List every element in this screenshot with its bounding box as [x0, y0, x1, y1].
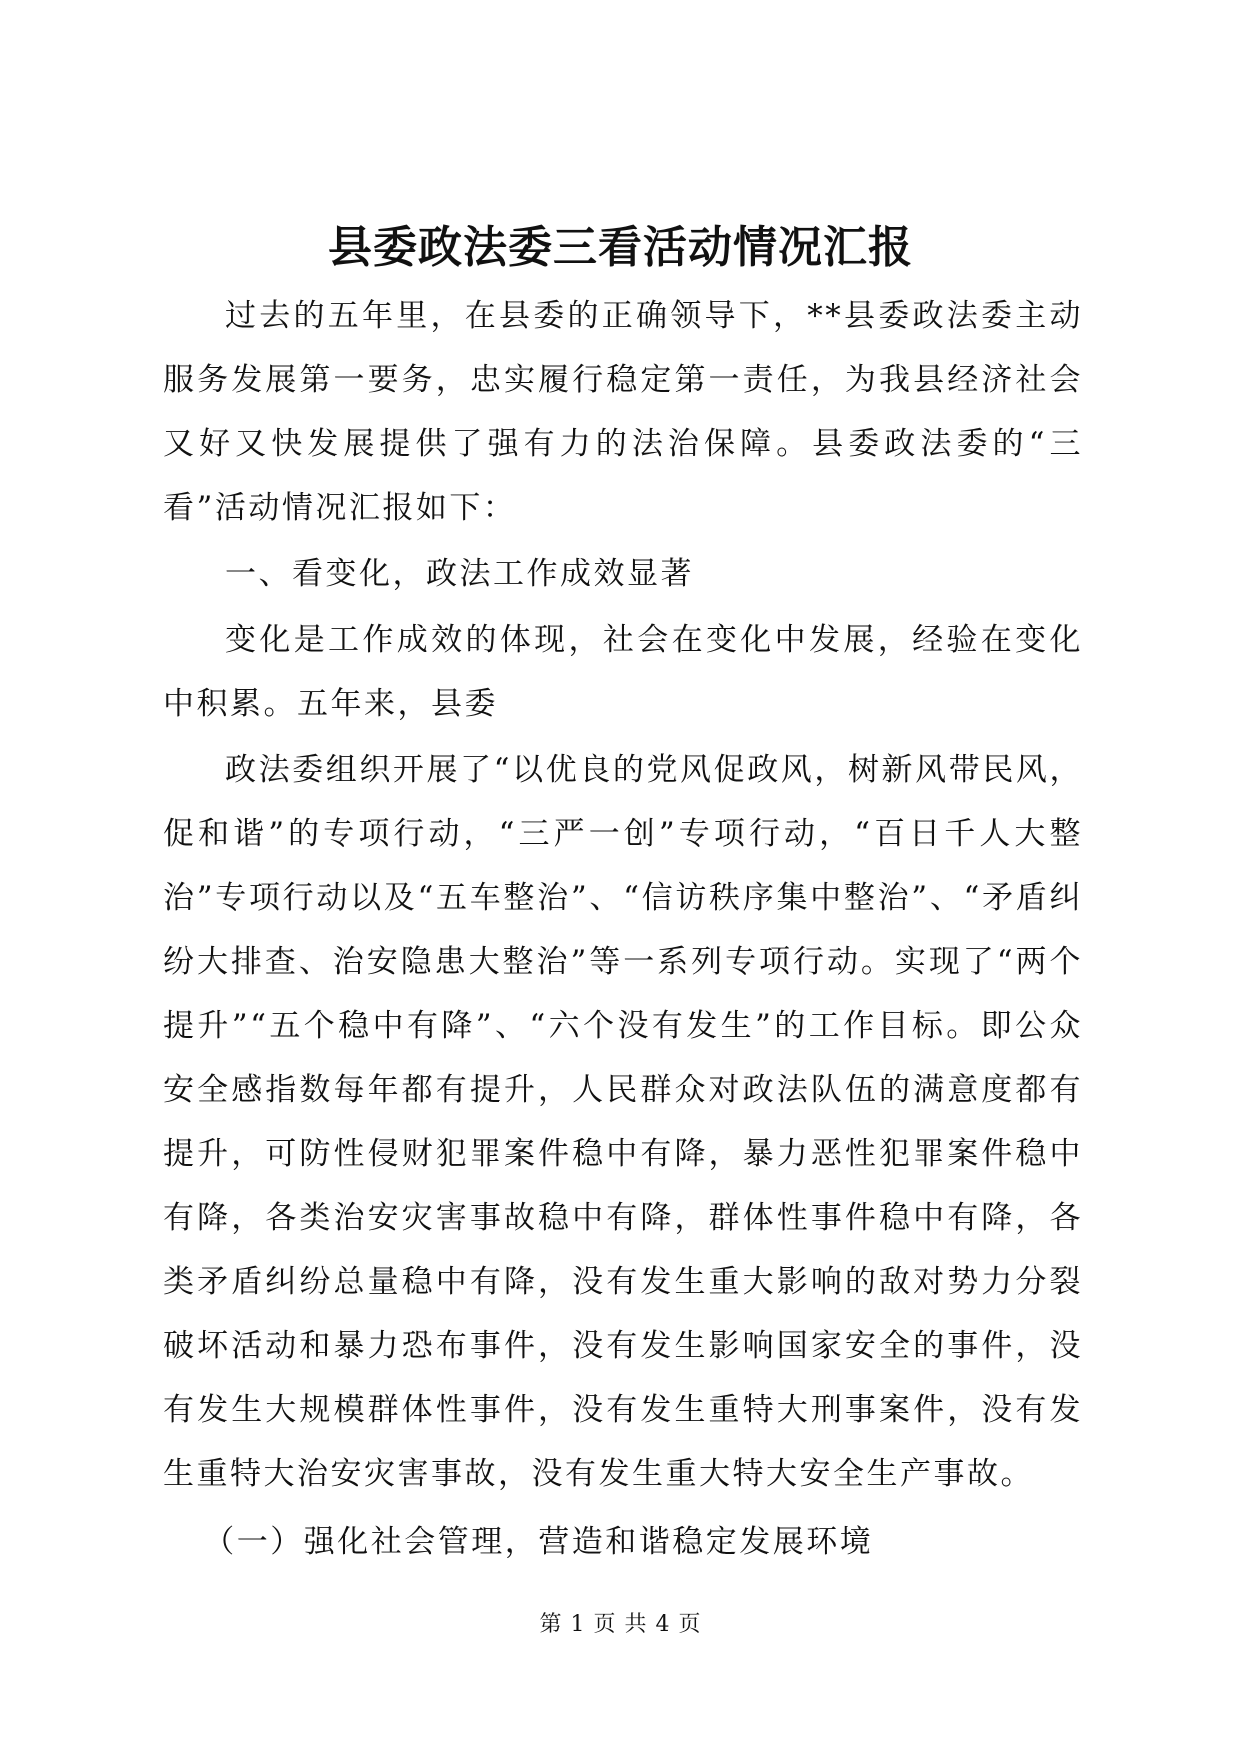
- body-paragraph: 政法委组织开展了“以优良的党风促政风，树新风带民风，促和谐”的专项行动，“三严一创”专项行动，“百日千人大整治”专项行动以及“五车整治”、“信访秩序集中整治”、“矛盾纠纷大排查、治安隐患大整治”等一系列专项行动。实现了“两个提升”“五个稳中有降”、“六个没有发生”的工作目标。即公众安全感指数每年都有提升，人民群众对政法队伍的满意度都有提升，可防性侵财犯罪案件稳中有降，暴力恶性犯罪案件稳中有降，各类治安灾害事故稳中有降，群体性事件稳中有降，各类矛盾纠纷总量稳中有降，没有发生重大影响的敌对势力分裂破坏活动和暴力恐布事件，没有发生影响国家安全的事件，没有发生大规模群体性事件，没有发生重特大刑事案件，没有发生重特大治安灾害事故，没有发生重大特大安全生产事故。: [163, 752, 1083, 1492]
- section-heading-1: 一、看变化，政法工作成效显著: [225, 556, 694, 592]
- document-title: 县委政法委三看活动情况汇报: [328, 222, 913, 273]
- subsection-heading-1: （一）强化社会管理，营造和谐稳定发展环境: [203, 1524, 874, 1560]
- intro-paragraph: 过去的五年里，在县委的正确领导下，**县委政法委主动服务发展第一要务，忠实履行稳定第一责任，为我县经济社会又好又快发展提供了强有力的法治保障。县委政法委的“三看”活动情况汇报如下：: [163, 298, 1083, 526]
- body-paragraph: 变化是工作成效的体现，社会在变化中发展，经验在变化中积累。五年来，县委: [163, 622, 1083, 722]
- document-body: [163, 284, 1083, 1576]
- page-footer: 第 1 页 共 4 页: [539, 1612, 702, 1637]
